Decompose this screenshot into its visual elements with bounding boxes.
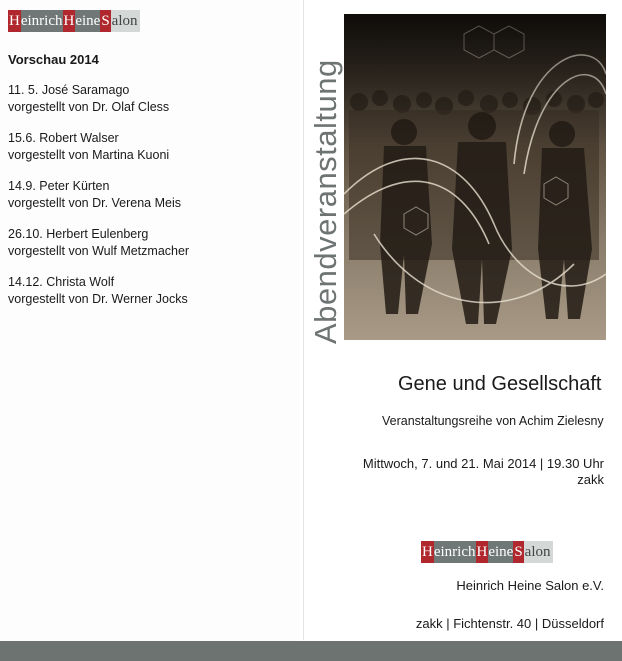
preview-title: Vorschau 2014	[8, 52, 99, 67]
event-date-name: 11. 5. José Saramago	[8, 83, 130, 97]
logo-letter: S	[513, 541, 523, 563]
logo-letter: H	[63, 10, 76, 32]
event-presenter: vorgestellt von Dr. Verena Meis	[8, 196, 181, 210]
event-date-name: 14.9. Peter Kürten	[8, 179, 110, 193]
logo-letter: H	[421, 541, 434, 563]
event-presenter: vorgestellt von Dr. Olaf Cless	[8, 100, 170, 114]
back-panel	[0, 0, 300, 661]
logo-letter: S	[100, 10, 110, 32]
event-subline: Veranstaltungsreihe von Achim Zielesny	[382, 414, 604, 428]
logo-letter: H	[8, 10, 21, 32]
logo-word: alon	[111, 10, 140, 32]
event-presenter: vorgestellt von Wulf Metzmacher	[8, 244, 190, 258]
salon-logo	[8, 10, 140, 32]
logo-word: eine	[75, 13, 101, 29]
logo-word: alon	[524, 541, 553, 563]
organizer-name: Heinrich Heine Salon e.V.	[456, 578, 604, 593]
logo-word: eine	[488, 544, 514, 560]
event-presenter: vorgestellt von Dr. Werner Jocks	[8, 292, 188, 306]
venue-address: zakk | Fichtenstr. 40 | Düsseldorf	[415, 616, 604, 631]
event-date-name: 26.10. Herbert Eulenberg	[8, 227, 149, 241]
event-item	[8, 82, 288, 116]
salon-logo	[421, 541, 553, 563]
event-venue: zakk	[577, 472, 604, 487]
logo-word: einrich	[433, 544, 476, 560]
vertical-title: Abendveranstaltung	[308, 59, 343, 344]
logo-letter: H	[476, 541, 489, 563]
cover-panel	[306, 0, 622, 661]
event-dateline: Mittwoch, 7. und 21. Mai 2014 | 19.30 Uhr	[362, 456, 604, 471]
event-item	[8, 274, 288, 308]
fold-line	[303, 0, 304, 640]
event-headline: Gene und Gesellschaft	[398, 373, 602, 395]
bottom-bar	[0, 641, 622, 661]
event-list	[8, 82, 288, 322]
logo-word: einrich	[20, 13, 63, 29]
event-item	[8, 226, 288, 260]
cover-photo	[344, 14, 606, 340]
event-item	[8, 178, 288, 212]
crowd-photo-illustration	[344, 14, 606, 340]
event-item	[8, 130, 288, 164]
event-presenter: vorgestellt von Martina Kuoni	[8, 148, 170, 162]
event-date-name: 15.6. Robert Walser	[8, 131, 119, 145]
event-date-name: 14.12. Christa Wolf	[8, 275, 115, 289]
